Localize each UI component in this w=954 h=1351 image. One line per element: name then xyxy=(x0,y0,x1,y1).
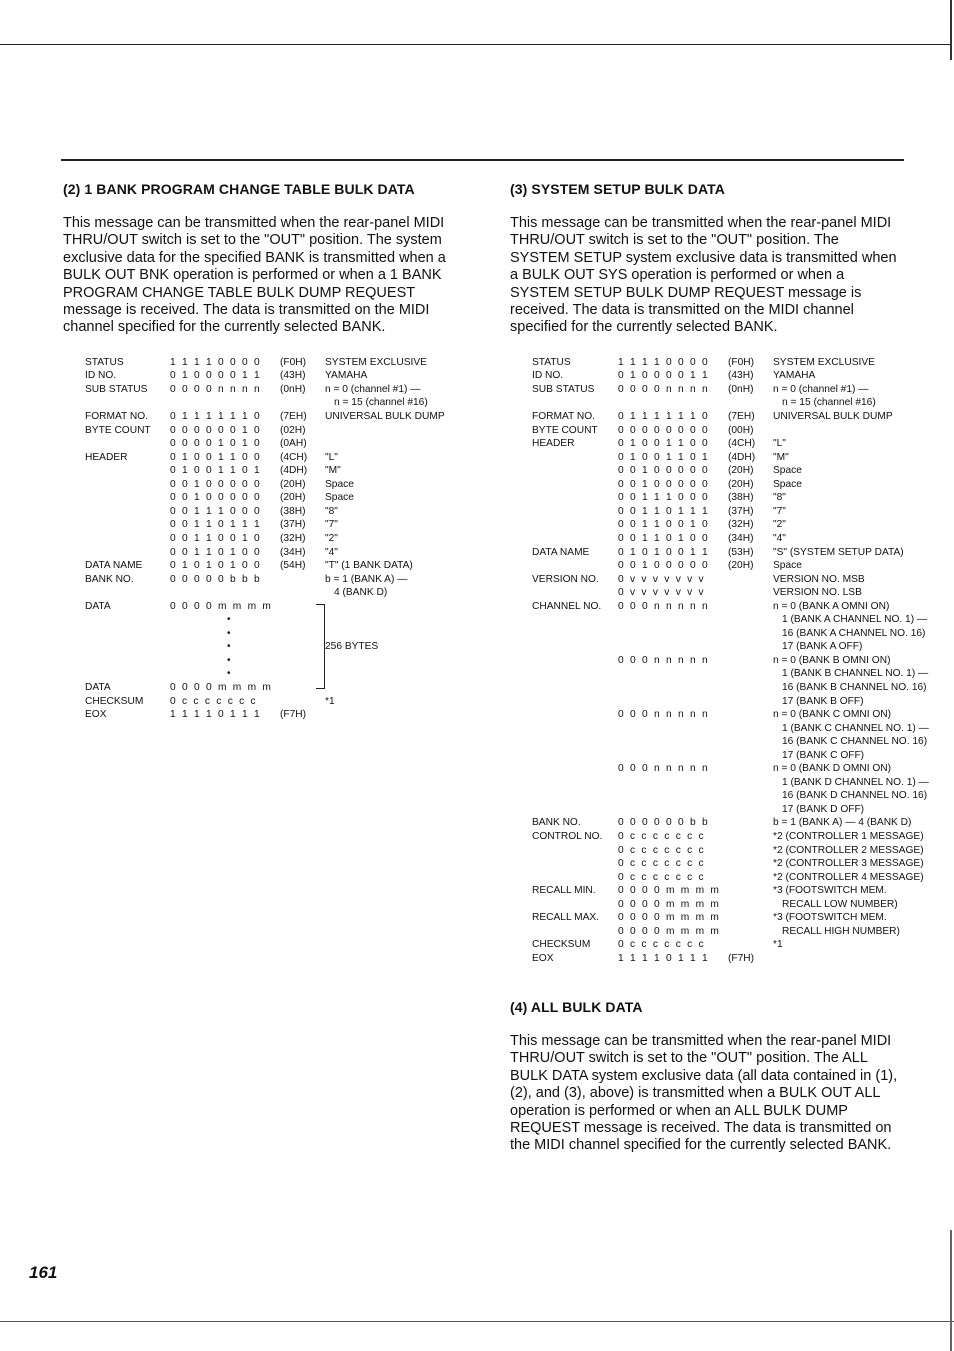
cell-hex: (43H) xyxy=(728,370,754,382)
top-rule xyxy=(0,44,950,45)
table-row xyxy=(532,424,922,438)
table-row xyxy=(85,559,475,573)
cell-hex: (34H) xyxy=(280,546,306,558)
table-row xyxy=(85,613,475,627)
cell-bits: 0 1 0 0 0 0 1 1 xyxy=(618,370,708,382)
table-row xyxy=(532,871,922,885)
cell-bits: 0 1 0 0 1 1 0 0 xyxy=(170,451,260,463)
cell-desc: VERSION NO. MSB xyxy=(773,573,865,585)
cell-desc: "7" xyxy=(773,505,786,517)
cell-label: SUB STATUS xyxy=(85,383,148,395)
table-row xyxy=(532,884,922,898)
table-row xyxy=(532,532,922,546)
table-row xyxy=(532,478,922,492)
table-row xyxy=(532,898,922,912)
cell-desc: n = 0 (channel #1) — xyxy=(325,383,421,395)
cell-bits: 0 1 0 0 0 0 1 1 xyxy=(170,370,260,382)
right-edge-lower xyxy=(950,1230,952,1351)
cell-desc: 17 (BANK B OFF) xyxy=(782,695,864,707)
table-row xyxy=(85,546,475,560)
table-row xyxy=(532,356,922,370)
cell-label: CHECKSUM xyxy=(532,939,591,951)
table-row xyxy=(532,762,922,776)
cell-hex: (7EH) xyxy=(728,411,755,423)
cell-desc: VERSION NO. LSB xyxy=(773,587,862,599)
cell-bits: 0 v v v v v v v xyxy=(618,573,704,585)
cell-desc: 1 (BANK B CHANNEL NO. 1) — xyxy=(782,668,929,680)
cell-desc: UNIVERSAL BULK DUMP xyxy=(773,411,893,423)
cell-hex: (20H) xyxy=(728,465,754,477)
cell-desc: "7" xyxy=(325,519,338,531)
table-row xyxy=(532,952,922,966)
cell-desc: 1 (BANK D CHANNEL NO. 1) — xyxy=(782,776,929,788)
cell-desc: n = 0 (BANK B OMNI ON) xyxy=(773,654,891,666)
cell-hex: (20H) xyxy=(728,560,754,572)
cell-bits: 0 0 0 0 n n n n xyxy=(170,383,260,395)
cell-desc: n = 0 (BANK C OMNI ON) xyxy=(773,709,892,721)
table-row xyxy=(532,491,922,505)
cell-bits: 0 0 1 0 0 0 0 0 xyxy=(170,478,260,490)
cell-label: FORMAT NO. xyxy=(532,411,596,423)
cell-bits: 0 0 0 0 m m m m xyxy=(170,681,271,693)
cell-hex: (F7H) xyxy=(728,952,755,964)
table-row xyxy=(532,749,922,763)
cell-desc: UNIVERSAL BULK DUMP xyxy=(325,411,445,423)
cell-bits: 0 0 0 0 m m m m xyxy=(618,898,719,910)
section-2-heading: (2) 1 BANK PROGRAM CHANGE TABLE BULK DATA xyxy=(63,181,415,197)
cell-bits: 1 1 1 1 0 1 1 1 xyxy=(618,952,708,964)
section-3-heading: (3) SYSTEM SETUP BULK DATA xyxy=(510,181,725,197)
cell-label: STATUS xyxy=(532,356,571,368)
cell-hex: (34H) xyxy=(728,532,754,544)
cell-hex: (4DH) xyxy=(728,451,756,463)
table-row xyxy=(532,667,929,681)
table-row xyxy=(85,667,475,681)
cell-hex: (38H) xyxy=(728,492,754,504)
cell-bits: 0 0 1 1 0 1 0 0 xyxy=(170,546,260,558)
cell-desc: *2 (CONTROLLER 3 MESSAGE) xyxy=(773,858,924,870)
cell-desc: 256 BYTES xyxy=(325,641,379,653)
table-row xyxy=(532,681,927,695)
section-2-paragraph: This message can be transmitted when the rear-panel MIDI THRU/OUT switch is set to the "OUT" position. The system exclusive data for the specified BANK is transmitted when a BULK OUT BNK operation is performed or when a 1 BANK PROGRAM CHANGE TABLE BULK DUMP REQUEST message is received. The data is transmitted on the MIDI channel specified for the currently selected BANK. xyxy=(63,215,446,336)
cell-hex: (43H) xyxy=(280,370,306,382)
cell-bits: 0 0 1 1 0 1 0 0 xyxy=(618,532,708,544)
table-row xyxy=(85,654,475,668)
table-row xyxy=(532,695,922,709)
cell-hex: (54H) xyxy=(280,560,306,572)
cell-desc: Space xyxy=(773,478,802,490)
cell-hex: (32H) xyxy=(728,519,754,531)
section-3-table xyxy=(532,356,929,966)
cell-bits: 0 1 0 1 0 1 0 0 xyxy=(170,560,260,572)
cell-label: VERSION NO. xyxy=(532,573,599,585)
cell-desc: n = 0 (channel #1) — xyxy=(773,383,869,395)
bottom-rule xyxy=(0,1321,954,1322)
cell-desc: b = 1 (BANK A) — xyxy=(325,573,408,585)
table-row xyxy=(532,640,922,654)
cell-bits: 0 0 1 1 0 0 1 0 xyxy=(170,532,260,544)
cell-label: CONTROL NO. xyxy=(532,830,603,842)
cell-label: DATA xyxy=(85,600,111,612)
table-row xyxy=(532,830,922,844)
table-row xyxy=(532,369,922,383)
cell-desc: *2 (CONTROLLER 4 MESSAGE) xyxy=(773,871,924,883)
cell-label: HEADER xyxy=(85,451,128,463)
section-2 xyxy=(63,181,453,722)
cell-bits: 0 0 0 n n n n n xyxy=(618,600,708,612)
cell-bits: 0 0 0 0 n n n n xyxy=(618,383,708,395)
cell-desc: *3 (FOOTSWITCH MEM. xyxy=(773,912,887,924)
table-row xyxy=(532,654,922,668)
cell-label: RECALL MIN. xyxy=(532,885,596,897)
table-row xyxy=(85,681,475,695)
cell-bits: 0 1 0 0 1 1 0 1 xyxy=(618,451,708,463)
cell-label: CHANNEL NO. xyxy=(532,600,602,612)
table-row xyxy=(85,424,475,438)
cell-desc: SYSTEM EXCLUSIVE xyxy=(325,356,427,368)
table-row xyxy=(532,776,929,790)
table-row xyxy=(532,451,922,465)
table-row xyxy=(532,613,928,627)
cell-desc: SYSTEM EXCLUSIVE xyxy=(773,356,875,368)
cell-bits: 0 0 0 n n n n n xyxy=(618,763,708,775)
table-row xyxy=(532,803,922,817)
cell-hex: (F0H) xyxy=(728,356,755,368)
cell-desc: "T" (1 BANK DATA) xyxy=(325,560,413,572)
cell-label: DATA NAME xyxy=(85,560,143,572)
table-row xyxy=(532,518,922,532)
cell-bits: 0 0 1 0 0 0 0 0 xyxy=(618,478,708,490)
cell-bits: 0 0 0 n n n n n xyxy=(618,709,708,721)
cell-desc: *2 (CONTROLLER 1 MESSAGE) xyxy=(773,830,924,842)
cell-label: DATA xyxy=(85,681,111,693)
table-row xyxy=(532,505,922,519)
table-row xyxy=(532,437,922,451)
cell-desc: n = 0 (BANK A OMNI ON) xyxy=(773,600,890,612)
table-row xyxy=(85,627,475,641)
cell-hex: (0nH) xyxy=(280,383,306,395)
cell-hex: (0AH) xyxy=(280,438,307,450)
cell-bits: 0 0 0 0 0 b b b xyxy=(170,573,260,585)
cell-desc: "M" xyxy=(325,465,341,477)
table-row xyxy=(532,410,922,424)
cell-hex: (38H) xyxy=(280,505,306,517)
cell-desc: *2 (CONTROLLER 2 MESSAGE) xyxy=(773,844,924,856)
cell-bits: 0 0 1 0 0 0 0 0 xyxy=(170,492,260,504)
cell-desc: 17 (BANK C OFF) xyxy=(782,749,865,761)
cell-label: SUB STATUS xyxy=(532,383,595,395)
table-row xyxy=(85,369,475,383)
section-3 xyxy=(510,181,929,965)
header-rule xyxy=(61,159,904,161)
cell-bits: 0 0 0 0 m m m m xyxy=(618,885,719,897)
cell-label: CHECKSUM xyxy=(85,695,144,707)
cell-hex: (37H) xyxy=(280,519,306,531)
cell-desc: 16 (BANK C CHANNEL NO. 16) xyxy=(782,736,928,748)
table-row xyxy=(532,383,922,397)
table-row xyxy=(85,383,475,397)
cell-desc: YAMAHA xyxy=(773,370,816,382)
table-row xyxy=(85,518,475,532)
cell-desc: RECALL LOW NUMBER) xyxy=(782,898,898,910)
cell-hex: (20H) xyxy=(728,478,754,490)
table-row xyxy=(532,586,922,600)
cell-bits: 0 0 1 1 1 0 0 0 xyxy=(618,492,708,504)
page-number: 161 xyxy=(29,1263,58,1282)
section-3-paragraph: This message can be transmitted when the rear-panel MIDI THRU/OUT switch is set to the "OUT" position. The SYSTEM SETUP system exclusive data is transmitted when a BULK OUT SYS operation is performed or when a SYSTEM SETUP BULK DUMP REQUEST message is received. The data is transmitted on the MIDI channel specified for the currently selected BANK. xyxy=(510,215,897,336)
cell-desc: Space xyxy=(773,560,802,572)
cell-label: BYTE COUNT xyxy=(85,424,151,436)
cell-hex: (F0H) xyxy=(280,356,307,368)
cell-label: HEADER xyxy=(532,438,575,450)
cell-bits: 0 0 1 0 0 0 0 0 xyxy=(618,465,708,477)
table-row xyxy=(532,816,922,830)
cell-desc: *1 xyxy=(325,695,335,707)
section-2-table xyxy=(85,356,475,722)
table-row xyxy=(532,708,922,722)
cell-bits: 0 0 0 0 0 0 1 0 xyxy=(170,424,260,436)
cell-bits: 0 0 1 1 0 1 1 1 xyxy=(170,519,260,531)
cell-bits: 1 1 1 1 0 0 0 0 xyxy=(618,356,708,368)
cell-desc: *3 (FOOTSWITCH MEM. xyxy=(773,885,887,897)
cell-desc: "8" xyxy=(325,505,338,517)
cell-bits: 0 0 0 0 m m m m xyxy=(618,925,719,937)
table-row xyxy=(85,491,475,505)
table-row xyxy=(532,857,922,871)
table-row xyxy=(532,938,922,952)
cell-bits: 0 c c c c c c c xyxy=(618,830,704,842)
cell-desc: b = 1 (BANK A) — 4 (BANK D) xyxy=(773,817,912,829)
table-row xyxy=(532,925,922,939)
cell-label: EOX xyxy=(85,709,107,721)
cell-desc: n = 0 (BANK D OMNI ON) xyxy=(773,763,892,775)
table-row xyxy=(85,437,475,451)
cell-label: BYTE COUNT xyxy=(532,424,598,436)
cell-bits: 0 0 0 0 0 0 b b xyxy=(618,817,708,829)
cell-label: STATUS xyxy=(85,356,124,368)
cell-desc: 16 (BANK B CHANNEL NO. 16) xyxy=(782,681,927,693)
cell-desc: "2" xyxy=(325,532,338,544)
table-row xyxy=(85,505,475,519)
table-row xyxy=(532,911,922,925)
cell-bits: 0 0 0 0 0 0 0 0 xyxy=(618,424,708,436)
cell-desc: n = 15 (channel #16) xyxy=(334,397,428,409)
table-row xyxy=(532,546,922,560)
table-row xyxy=(532,464,922,478)
cell-hex: (02H) xyxy=(280,424,306,436)
table-row xyxy=(85,708,475,722)
cell-bits: 0 v v v v v v v xyxy=(618,587,704,599)
cell-desc: Space xyxy=(773,465,802,477)
cell-bits: 0 1 0 1 0 0 1 1 xyxy=(618,546,708,558)
table-row xyxy=(85,532,475,546)
cell-bits: 0 c c c c c c c xyxy=(618,858,704,870)
cell-desc: n = 15 (channel #16) xyxy=(782,397,876,409)
cell-desc: "S" (SYSTEM SETUP DATA) xyxy=(773,546,904,558)
cell-label: BANK NO. xyxy=(85,573,134,585)
continuation-dots: • • • • • xyxy=(227,614,231,680)
section-4 xyxy=(510,999,900,1155)
section-4-heading: (4) ALL BULK DATA xyxy=(510,999,643,1015)
cell-desc: 4 (BANK D) xyxy=(334,587,388,599)
table-row xyxy=(532,722,929,736)
table-row xyxy=(532,600,922,614)
table-row xyxy=(532,844,922,858)
cell-bits: 0 0 1 0 0 0 0 0 xyxy=(618,560,708,572)
cell-bits: 0 1 0 0 1 1 0 1 xyxy=(170,465,260,477)
table-row xyxy=(85,695,475,709)
cell-label: DATA NAME xyxy=(532,546,590,558)
cell-bits: 0 c c c c c c c xyxy=(618,871,704,883)
cell-desc: YAMAHA xyxy=(325,370,368,382)
cell-desc: RECALL HIGH NUMBER) xyxy=(782,925,900,937)
cell-bits: 0 1 1 1 1 1 1 0 xyxy=(618,411,708,423)
cell-desc: "4" xyxy=(773,532,786,544)
cell-desc: "8" xyxy=(773,492,786,504)
cell-hex: (37H) xyxy=(728,505,754,517)
cell-bits: 0 c c c c c c c xyxy=(170,695,256,707)
cell-label: EOX xyxy=(532,952,554,964)
cell-hex: (20H) xyxy=(280,478,306,490)
table-row xyxy=(85,396,475,410)
table-row xyxy=(532,573,922,587)
cell-bits: 0 c c c c c c c xyxy=(618,939,704,951)
cell-desc: 1 (BANK A CHANNEL NO. 1) — xyxy=(782,614,928,626)
cell-bits: 0 0 1 1 1 0 0 0 xyxy=(170,505,260,517)
table-row xyxy=(85,478,475,492)
cell-desc: "4" xyxy=(325,546,338,558)
table-row xyxy=(532,396,922,410)
cell-bits: 0 0 1 1 0 0 1 0 xyxy=(618,519,708,531)
cell-hex: (00H) xyxy=(728,424,754,436)
cell-hex: (32H) xyxy=(280,532,306,544)
table-row xyxy=(85,356,475,370)
cell-bits: 0 0 0 0 m m m m xyxy=(170,600,271,612)
table-row xyxy=(532,559,922,573)
cell-bits: 0 0 0 0 1 0 1 0 xyxy=(170,438,260,450)
cell-hex: (4DH) xyxy=(280,465,308,477)
table-row xyxy=(85,464,475,478)
cell-label: ID NO. xyxy=(532,370,564,382)
cell-label: FORMAT NO. xyxy=(85,411,149,423)
cell-label: BANK NO. xyxy=(532,817,581,829)
right-edge xyxy=(950,0,952,60)
table-row xyxy=(85,640,475,654)
cell-desc: 17 (BANK D OFF) xyxy=(782,803,865,815)
cell-desc: "L" xyxy=(773,438,786,450)
cell-label: RECALL MAX. xyxy=(532,912,599,924)
cell-bits: 0 0 0 n n n n n xyxy=(618,654,708,666)
cell-desc: "L" xyxy=(325,451,338,463)
cell-hex: (20H) xyxy=(280,492,306,504)
cell-bits: 0 1 0 0 1 1 0 0 xyxy=(618,438,708,450)
cell-bits: 0 c c c c c c c xyxy=(618,844,704,856)
cell-desc: "2" xyxy=(773,519,786,531)
table-row xyxy=(532,735,928,749)
data-block-bracket xyxy=(316,604,325,689)
cell-bits: 1 1 1 1 0 0 0 0 xyxy=(170,356,260,368)
cell-hex: (4CH) xyxy=(728,438,756,450)
cell-hex: (0nH) xyxy=(728,383,754,395)
table-row xyxy=(532,789,928,803)
cell-hex: (4CH) xyxy=(280,451,308,463)
cell-desc: 17 (BANK A OFF) xyxy=(782,641,863,653)
cell-hex: (53H) xyxy=(728,546,754,558)
table-row xyxy=(85,451,475,465)
cell-desc: Space xyxy=(325,492,354,504)
cell-bits: 1 1 1 1 0 1 1 1 xyxy=(170,709,260,721)
table-row xyxy=(85,573,475,587)
table-row xyxy=(85,410,475,424)
section-4-paragraph: This message can be transmitted when the rear-panel MIDI THRU/OUT switch is set to the "OUT" position. The ALL BULK DATA system exclusive data (all data contained in (1), (2), and (3), above) is transmitted when a BULK OUT ALL operation is performed or when an ALL BULK DUMP REQUEST message is received. The data is transmitted on the MIDI channel specified for the currently selected BANK. xyxy=(510,1033,898,1154)
cell-desc: 16 (BANK A CHANNEL NO. 16) xyxy=(782,627,926,639)
cell-hex: (F7H) xyxy=(280,709,307,721)
table-row xyxy=(532,627,926,641)
cell-bits: 0 1 1 1 1 1 1 0 xyxy=(170,411,260,423)
cell-desc: "M" xyxy=(773,451,789,463)
cell-bits: 0 0 1 1 0 1 1 1 xyxy=(618,505,708,517)
cell-hex: (7EH) xyxy=(280,411,307,423)
cell-desc: Space xyxy=(325,478,354,490)
cell-desc: 1 (BANK C CHANNEL NO. 1) — xyxy=(782,722,929,734)
table-row xyxy=(85,600,475,614)
cell-bits: 0 0 0 0 m m m m xyxy=(618,912,719,924)
cell-desc: *1 xyxy=(773,939,783,951)
cell-desc: 16 (BANK D CHANNEL NO. 16) xyxy=(782,790,928,802)
table-row xyxy=(85,586,475,600)
cell-label: ID NO. xyxy=(85,370,117,382)
